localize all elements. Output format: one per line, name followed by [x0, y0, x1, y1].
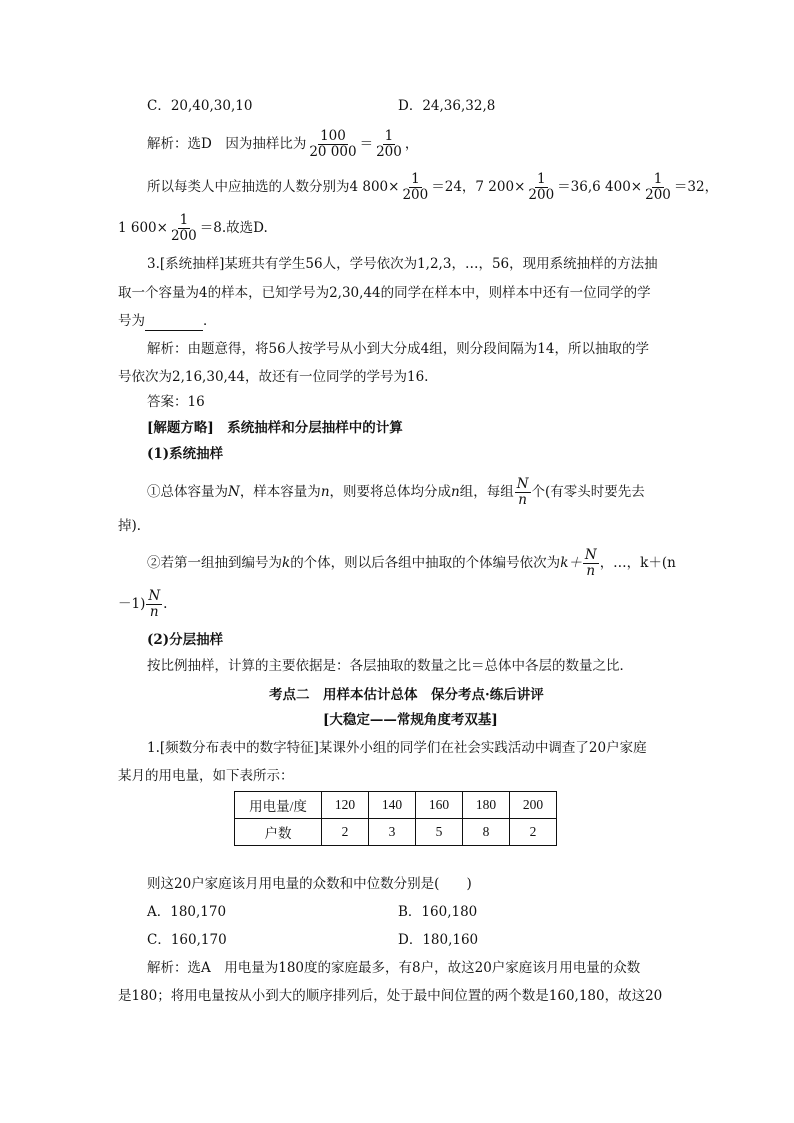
systematic-point-1-cont: 掉)．	[118, 518, 151, 534]
fraction: $\frac{1}{200}$	[528, 171, 555, 203]
option-b: B．160,180	[398, 904, 478, 920]
table-cell: 用电量/度	[235, 792, 322, 819]
fraction-N-over-n: $\frac{N}{n}$	[516, 476, 529, 508]
answer-blank	[145, 316, 203, 331]
question-1-line-1: 1.[频数分布表中的数字特征]某课外小组的同学们在社会实践活动中调查了20户家庭	[147, 740, 647, 756]
question-3-line-2: 取一个容量为4的样本，已知学号为2,30,44的同学在样本中，则样本中还有一位同学的学	[118, 285, 651, 301]
option-d-prev: D．24,36,32,8	[398, 98, 496, 114]
solution-3-line-2: 号依次为2,16,30,44，故还有一位同学的学号为16.	[118, 369, 429, 385]
option-a: A．180,170	[147, 904, 227, 920]
solution-1-line-2: 是180；将用电量按从小到大的顺序排列后，处于最中间位置的两个数是160,180，故这20	[118, 988, 663, 1004]
table-cell: 2	[510, 819, 557, 846]
stratified-sampling-title: (2)分层抽样	[147, 632, 224, 648]
answer-line: 答案：16	[147, 394, 205, 410]
table-cell: 200	[510, 792, 557, 819]
solution-3-line-1: 解析：由题意得，将56人按学号从小到大分成4组，则分段间隔为14，所以抽取的学	[147, 341, 649, 357]
option-c-prev: C．20,40,30,10	[147, 98, 253, 114]
systematic-point-2: ②若第一组抽到编号为k的个体，则以后各组中抽取的个体编号依次为k＋ $\frac{N}{n}$ ，…，k＋(n	[147, 547, 676, 579]
table-cell: 户数	[235, 819, 322, 846]
question-3-line-1: 3.[系统抽样]某班共有学生56人，学号依次为1,2,3，…，56，现用系统抽样的方法抽	[147, 256, 658, 272]
systematic-point-1: ①总体容量为N，样本容量为n，则要将总体均分成n组，每组 $\frac{N}{n}$ 个(有零头时要先去	[147, 476, 645, 508]
fraction: $\frac{1}{200}$	[402, 171, 429, 203]
table-cell: 120	[322, 792, 369, 819]
table-cell: 8	[463, 819, 510, 846]
table-cell: 3	[369, 819, 416, 846]
solution-1-line-1: 解析：选A 用电量为180度的家庭最多，有8户，故这20户家庭该月用电量的众数	[147, 960, 641, 976]
table-cell: 160	[416, 792, 463, 819]
table-cell: 140	[369, 792, 416, 819]
fraction-sampling-ratio: $\frac{100}{20 000}$	[309, 128, 357, 160]
question-1-line-2: 某月的用电量，如下表所示：	[118, 768, 294, 784]
table-cell: 5	[416, 819, 463, 846]
fraction: $\frac{1}{200}$	[170, 212, 197, 244]
solution-final-line: 1 600× $\frac{1}{200}$ ＝8.故选D.	[118, 212, 268, 244]
solution-ratio-prefix: 解析：选D 因为抽样比为	[147, 136, 307, 152]
table-row	[235, 792, 557, 819]
option-d: D．180,160	[398, 932, 479, 948]
option-c: C．160,170	[147, 932, 227, 948]
stratified-sampling-text: 按比例抽样，计算的主要依据是：各层抽取的数量之比＝总体中各层的数量之比．	[147, 658, 633, 674]
fraction: $\frac{1}{200}$	[645, 171, 671, 203]
section-subtitle: [大稳定——常规角度考双基]	[323, 712, 498, 728]
method-title: [解题方略] 系统抽样和分层抽样中的计算	[147, 420, 403, 436]
fraction-N-over-n: $\frac{N}{n}$	[584, 547, 597, 579]
systematic-point-2-cont: －1) $\frac{N}{n}$ .	[118, 588, 168, 620]
electricity-usage-table	[234, 791, 557, 846]
table-cell: 2	[322, 819, 369, 846]
question-3-line-3: 号为 ．	[118, 313, 217, 329]
fraction-one-over-200: $\frac{1}{200}$	[376, 128, 402, 160]
table-row	[235, 819, 557, 846]
section-title: 考点二 用样本估计总体 保分考点·练后讲评	[269, 687, 544, 703]
question-1-stem: 则这20户家庭该月用电量的众数和中位数分别是( )	[147, 876, 472, 892]
solution-ratio-line: 解析：选D 因为抽样比为 $\frac{100}{20 000}$ ＝ $\frac{1}{200}$ ，	[147, 128, 419, 160]
fraction-N-over-n: $\frac{N}{n}$	[148, 588, 161, 620]
table-cell: 180	[463, 792, 510, 819]
systematic-sampling-title: (1)系统抽样	[147, 446, 224, 462]
solution-counts-line: 所以每类人中应抽选的人数分别为4 800× $\frac{1}{200}$ ＝24，7 200× $\frac{1}{200}$ ＝36,6 400× $\frac{1}{200}$ ＝32，	[147, 171, 719, 203]
